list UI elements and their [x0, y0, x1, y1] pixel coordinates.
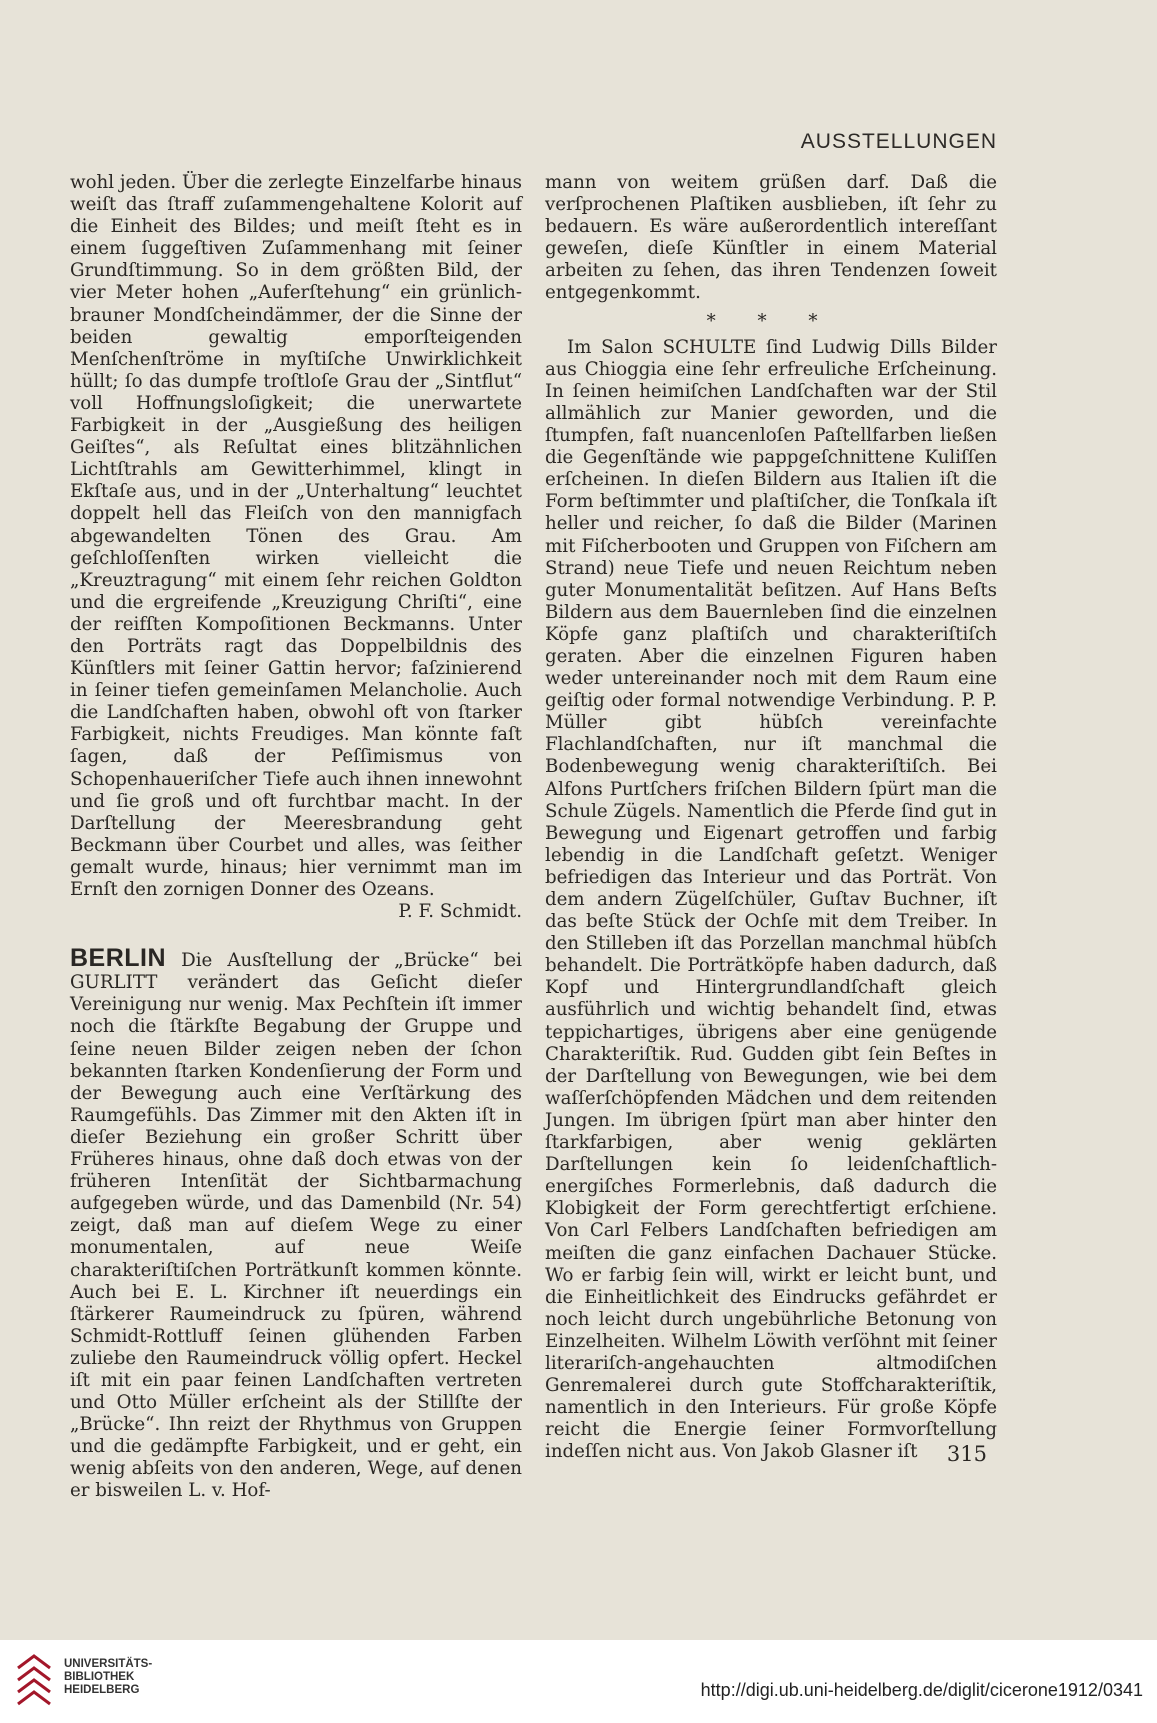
right-paragraph-2: Im Salon SCHULTE ſind Ludwig Dills Bilder aus Chioggia eine ſehr erfreuliche Erſcheinung. In ſeinen heimiſchen Landſchaften war der Stil allmählich zur Manier geworden, und die ſtumpfen, faſt nuancenloſen Paſtellfarben ließen die Gegenſtände wie pappgeſchnittene Kuliſſen erſcheinen. In dieſen Bildern aus Italien iſt die Form beſtimmter und plaſtiſcher, die Tonſkala iſt heller und reicher, ſo daß die Bilder (Marinen mit Fiſcherbooten und Gruppen von Fiſchern am Strand) neue Tiefe und neuen Reichtum neben guter Monumentalität beſitzen. Auf Hans Beſts Bildern aus dem Bauernleben ſind die einzelnen Köpfe ganz plaſtiſch und charakteriſtiſch geraten. Aber die einzelnen Figuren haben weder untereinander noch mit dem Raum eine geiſtig oder formal notwendige Verbindung. P. P. Müller gibt hübſch vereinfachte Flachlandſchaften, nur iſt manchmal die Bodenbewegung wenig charakteriſtiſch. Bei Alfons Purtſchers friſchen Bildern ſpürt man die Schule Zügels. Namentlich die Pferde ſind gut in Bewegung und Eigenart getroffen und farbig lebendig in die Landſchaft geſetzt. Weniger befriedigen das Interieur und das Porträt. Von dem andern Zügelſchüler, Guſtav Buchner, iſt das beſte Stück der Ochſe mit dem Treiber. In den Stilleben iſt das Porzellan manchmal hübſch behandelt. Die Porträtköpfe haben dadurch, daß Kopf und Hintergrundlandſchaft gleich ausführlich und wichtig behandelt ſind, etwas teppichartiges, übrigens aber eine genügende Charakteriſtik. Rud. Gudden gibt ſein Beſtes in der Darſtellung von Bewegungen, wie bei dem waſſerſchöpfenden Mädchen und dem reitenden Jungen. Im übrigen ſpürt man aber hinter den ſtarkfarbigen, aber wenig geklärten Darſtellungen kein ſo leidenſchaftlich-energiſches Formerlebnis, daß dadurch die Klobigkeit der Form gerechtfertigt erſchiene. Von Carl Felbers Landſchaften befriedigen am meiſten die ganz einfachen Dachauer Stücke. Wo er farbig ſein will, wirkt er leicht bunt, und die Einheitlichkeit des Eindrucks gefährdet er noch leicht durch ungebührliche Betonung von Einzelheiten. Wilhelm Löwith verſöhnt mit ſeiner literariſch-angehauchten altmodiſchen Genremalerei durch gute Stoffcharakteriſtik, namentlich in den Interieurs. Für große Köpfe reicht die Energie ſeiner Formvorſtellung indeſſen nicht aus. Von Jakob Glasner iſt [545, 336, 997, 1463]
library-name-line-2: BIBLIOTHEK [64, 1671, 135, 1683]
running-head: AUSSTELLUNGEN [800, 130, 997, 153]
library-name-line-1: UNIVERSITÄTS- [64, 1658, 153, 1670]
section-heading: BERLIN [70, 944, 167, 973]
right-paragraph-1: mann von weitem grüßen darf. Daß die verſprochenen Plaſtiken ausblieben, iſt ſehr zu bedauern. Es wäre außerordentlich intereſſant geweſen, dieſe Künſtler in einem Material arbeiten zu ſehen, das ihren Tendenzen ſoweit entgegenkommt. [545, 172, 997, 304]
library-logo-icon [14, 1650, 54, 1710]
left-column [70, 172, 522, 1503]
author-signature: P. F. Schmidt. [398, 901, 522, 923]
library-name [64, 1658, 152, 1697]
berlin-section [70, 944, 522, 1502]
source-url-link[interactable]: http://digi.ub.uni-heidelberg.de/diglit/cicerone1912/0341 [700, 1680, 1143, 1700]
right-column [545, 172, 997, 1463]
footer-bar [0, 1640, 1157, 1723]
section-divider-stars: * * * [706, 310, 836, 332]
page-number: 315 [946, 1442, 987, 1466]
left-paragraph-2: Die Ausſtellung der „Brücke“ bei GURLITT verändert das Geſicht dieſer Vereinigung nur wenig. Max Pechſtein iſt immer noch die ſtärkſte Begabung der Gruppe und ſeine neuen Bilder zeigen neben der ſchon bekannten ſtarken Kondenſierung der Form und der Bewegung auch eine Verſtärkung des Raumgefühls. Das Zimmer mit den Akten iſt in dieſer Beziehung ein großer Schritt über Früheres hinaus, ohne daß doch etwas von der früheren Intenſität der Sichtbarmachung aufgegeben würde, und das Damenbild (Nr. 54) zeigt, daß man auf dieſem Wege zu einer monumentalen, auf neue Weiſe charakteriſtiſchen Porträtkunſt kommen könnte. Auch bei E. L. Kirchner iſt neuerdings ein ſtärkerer Raumeindruck zu ſpüren, während Schmidt-Rottluff ſeinen glühenden Farben zuliebe den Raumeindruck völlig opfert. Heckel iſt mit ein paar feinen Landſchaften vertreten und Otto Müller erſcheint als der Stillſte der „Brücke“. Ihn reizt der Rhythmus von Gruppen und die gedämpfte Farbigkeit, und er geht, ein wenig abſeits von den anderen, Wege, auf denen er bisweilen L. v. Hof- [70, 950, 522, 1502]
library-name-line-3: HEIDELBERG [64, 1684, 140, 1696]
left-paragraph-1: wohl jeden. Über die zerlegte Einzelfarbe hinaus weiſt das ſtraff zuſammengehaltene Kolorit auf die Einheit des Bildes; und meiſt ſteht es in einem ſuggeſtiven Zuſammenhang mit ſeiner Grundſtimmung. So in dem größten Bild, der vier Meter hohen „Auferſtehung“ ein grünlich-brauner Mondſcheindämmer, der die Sinne der beiden gewaltig emporſteigenden Menſchenſtröme in myſtiſche Unwirklichkeit hüllt; ſo das dumpfe troſtloſe Grau der „Sintflut“ voll Hoffnungsloſigkeit; die unerwartete Farbigkeit in der „Ausgießung des heiligen Geiſtes“, als Reſultat eines blitzähnlichen Lichtſtrahls am Gewitterhimmel, klingt in Ekſtaſe aus, und in der „Unterhaltung“ leuchtet doppelt hell das Fleiſch von den mannigfach abgewandelten Tönen des Grau. Am geſchloſſenſten wirken vielleicht die „Kreuztragung“ mit einem ſehr reichen Goldton und die ergreifende „Kreuzigung Chriſti“, eine der reifſten Kompoſitionen Beckmanns. Unter den Porträts ragt das Doppelbildnis des Künſtlers mit ſeiner Gattin hervor; faſzinierend in ſeiner tiefen gemeinſamen Melancholie. Auch die Landſchaften haben, obwohl oft von ſtarker Farbigkeit, nichts Freudiges. Man könnte faſt ſagen, daß der Peſſimismus von Schopenhaueriſcher Tiefe auch ihnen innewohnt und ſie groß und oft furchtbar macht. In der Darſtellung der Meeresbrandung geht Beckmann über Courbet und alles, was ſeither gemalt wurde, hinaus; hier vernimmt man im Ernſt den zornigen Donner des Ozeans. [70, 172, 522, 900]
